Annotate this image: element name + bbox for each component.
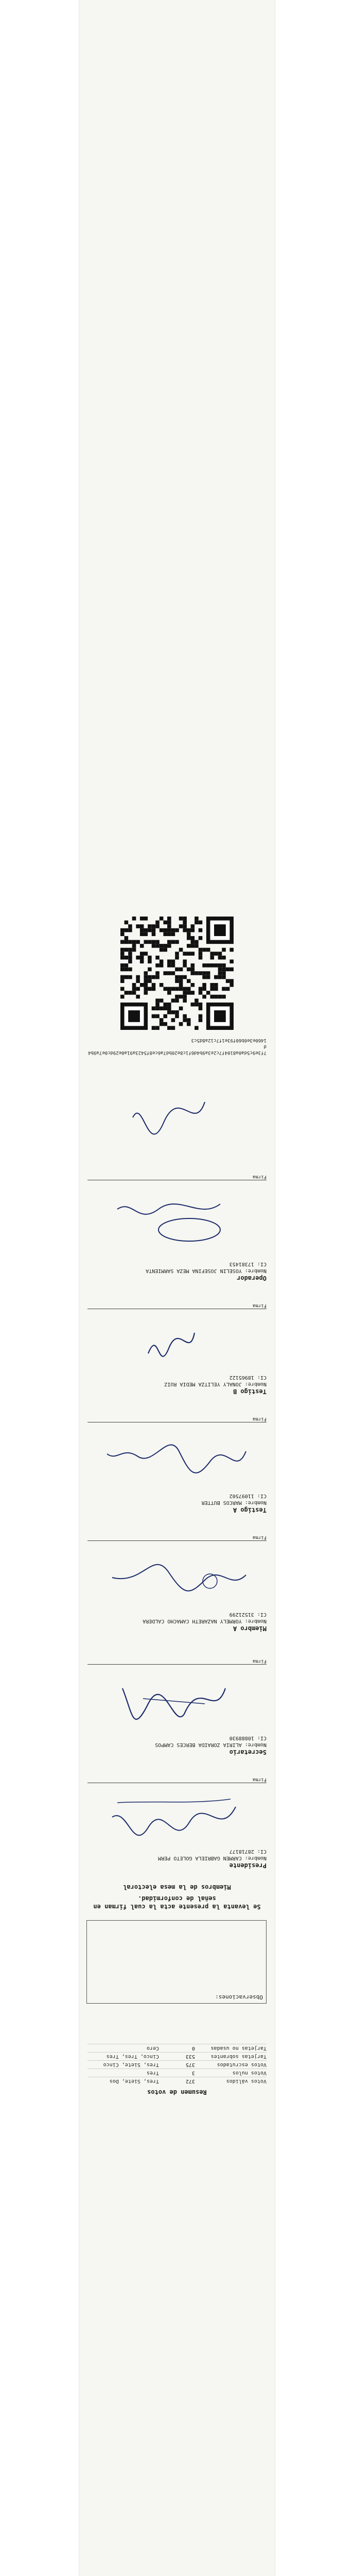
summary-label: Votos escrutados (217, 2062, 267, 2067)
closing-text: Se levanta la presente acta la cual firman en señal de conformidad. (93, 1895, 261, 1910)
summary-title: Resumen de votos (147, 2089, 207, 2096)
operator-label: Operador (237, 1275, 267, 1282)
witness-a-firma: Firma (252, 1416, 267, 1421)
member-firma: Firma (252, 1535, 267, 1540)
witness-b-section (87, 1302, 267, 1396)
secretary-ci: CI: 10888930 (229, 1735, 267, 1741)
operator-firma: Firma (252, 1174, 267, 1179)
summary-num: 533 (185, 2054, 195, 2059)
member-name: Nombre: YORMELY NAZARETH CAMACHO CALDERA (143, 1618, 267, 1624)
summary-label: Votos nulos (232, 2070, 267, 2076)
witness-a-section (87, 1416, 267, 1514)
summary-letters: Tres, Siete, Cinco (103, 2062, 159, 2067)
summary-row (87, 2077, 267, 2085)
secretary-sign-line (87, 1664, 267, 1665)
qr-code-icon (120, 917, 234, 1030)
summary-label: Tarjetas no usadas (210, 2045, 267, 2051)
witness-b-signature (87, 1312, 267, 1374)
secretary-signature (87, 1668, 267, 1735)
members-title: Miembros de la mesa electoral (123, 1884, 231, 1891)
observations-box (86, 1920, 267, 2004)
hash-section (87, 1037, 267, 1056)
summary-row (87, 2052, 267, 2060)
member-ci: CI: 31521299 (229, 1612, 267, 1617)
member-section (87, 1534, 267, 1633)
summary-row (87, 2069, 267, 2077)
signature-scribble-icon (87, 1544, 267, 1611)
closing (87, 1883, 267, 1911)
summary-letters: Cero (146, 2045, 159, 2051)
president-name: Nombre: CARMEN GABRIELA GOLETO PERM (158, 1855, 267, 1861)
summary-label: Tarjetas sobrantes (210, 2054, 267, 2059)
summary-row (87, 2044, 267, 2052)
secretary-section (87, 1658, 267, 1756)
signature-scribble-icon (87, 1312, 267, 1374)
summary-row (87, 2060, 267, 2069)
secretary-name: Nombre: ALIRIA ZORAIDA BERCES CAMPOS (155, 1742, 267, 1748)
operator-signature (87, 1183, 267, 1261)
witness-a-label: Testigo A (233, 1506, 267, 1514)
summary-label: Votos válidos (226, 2078, 267, 2084)
summary-letters: Cinco, Tres, Tres (106, 2054, 159, 2059)
witness-a-signature (87, 1426, 267, 1493)
president-firma: Firma (252, 1777, 267, 1782)
summary-num: 372 (185, 2078, 195, 2084)
signature-scribble-icon (87, 1076, 267, 1143)
summary-table (87, 2044, 267, 2085)
witness-b-name: Nombre: JONALY YELITZA MEDIA RUIZ (164, 1381, 267, 1387)
secretary-firma: Firma (252, 1658, 267, 1664)
operator-section (87, 1174, 267, 1282)
witness-a-ci: CI: 11097502 (229, 1493, 267, 1499)
summary-letters: Tres (146, 2070, 159, 2076)
receipt-paper (79, 0, 275, 2576)
secretary-label: Secretario (229, 1749, 267, 1756)
signature-scribble-icon (87, 1668, 267, 1735)
extra-signature (87, 1076, 267, 1143)
operator-name: Nombre: YOSELIN JOSEFINA MEZA SARMIENTA (146, 1268, 267, 1274)
signature-scribble-icon (87, 1426, 267, 1493)
witness-b-label: Testigo B (233, 1388, 267, 1395)
summary-num: 375 (185, 2062, 195, 2067)
witness-a-name: Nombre: MARCOS BUTTER (201, 1500, 267, 1505)
hash-line-1: 7f3e9c5da0a8104f7c2e3a9b4d6f1c8e20bd7a6ce8f5423a91a0e29dc0e7a9b4d (88, 1044, 267, 1055)
summary-num: 0 (191, 2045, 195, 2051)
signature-scribble-icon (87, 1786, 267, 1848)
member-signature (87, 1544, 267, 1611)
witness-b-ci: CI: 18965122 (229, 1375, 267, 1380)
summary-num: 3 (191, 2070, 195, 2076)
member-label: Miembro A (233, 1625, 267, 1632)
witness-b-firma: Firma (252, 1303, 267, 1308)
president-section (87, 1776, 267, 1870)
signature-scribble-icon (87, 1183, 267, 1261)
summary-letters: Tres, Siete, Dos (109, 2078, 159, 2084)
president-label: Presidente (229, 1862, 267, 1869)
qr-code (87, 917, 267, 1030)
hash-line-2: 1460e3e0b60f93e1f7c12a8d5c3 (191, 1038, 267, 1043)
summary (87, 2044, 267, 2096)
member-sign-line (87, 1540, 267, 1541)
operator-ci: CI: 17381453 (229, 1261, 267, 1267)
receipt-content (79, 0, 275, 2576)
president-signature (87, 1786, 267, 1848)
observations-label: Observaciones: (215, 1994, 263, 2001)
president-ci: CI: 28718177 (229, 1849, 267, 1854)
